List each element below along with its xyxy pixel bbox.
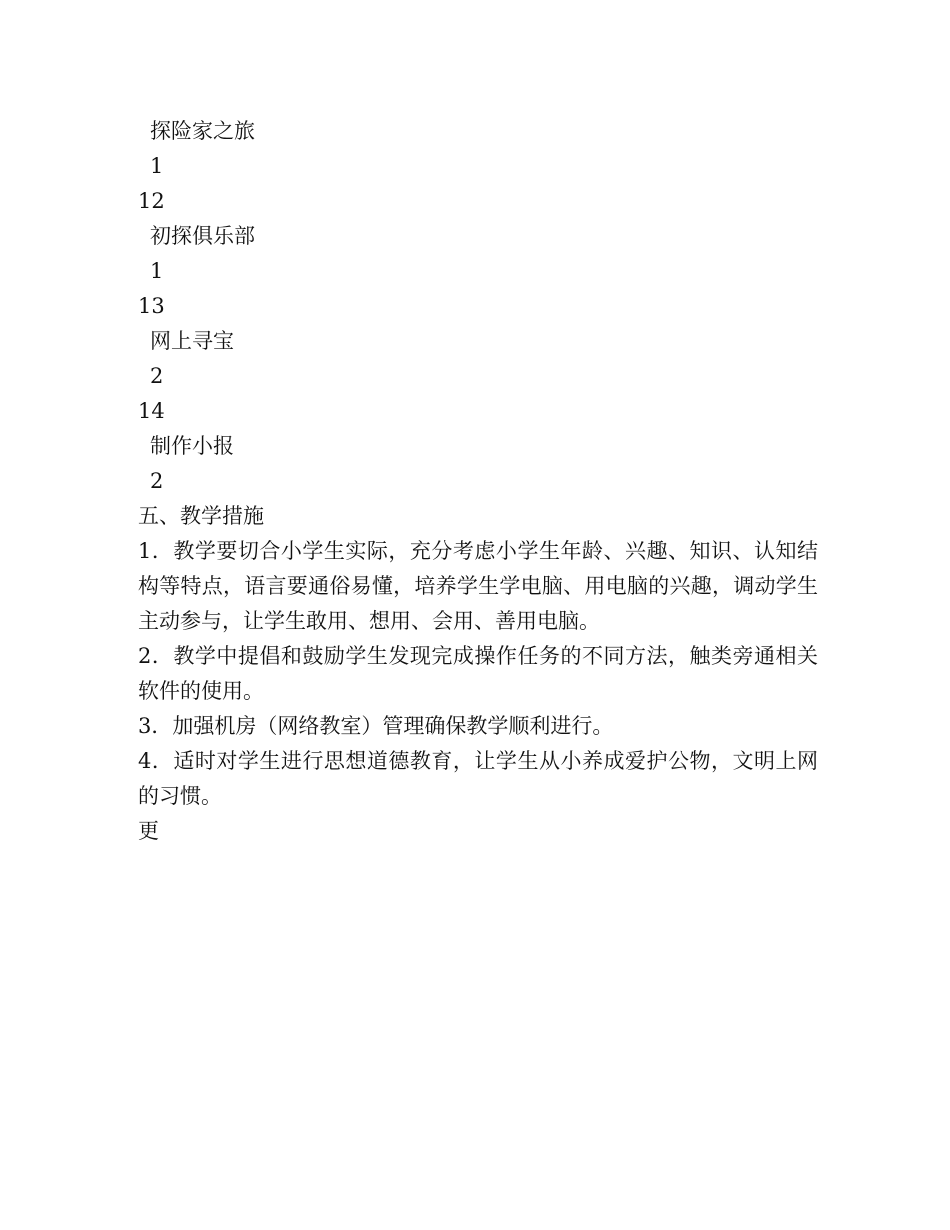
- lesson-title: 探险家之旅: [150, 119, 255, 143]
- document-body: [138, 114, 818, 849]
- lesson-hours: 1: [150, 259, 164, 283]
- lesson-hours: 2: [150, 469, 164, 493]
- section-heading: 五、教学措施: [138, 504, 264, 528]
- lesson-title: 初探俱乐部: [150, 224, 255, 248]
- lesson-number: 13: [138, 294, 165, 318]
- lesson-number: 12: [138, 189, 165, 213]
- lesson-hours: 1: [150, 154, 164, 178]
- measure-paragraph: 1．教学要切合小学生实际，充分考虑小学生年龄、兴趣、知识、认知结构等特点，语言要通俗易懂，培养学生学电脑、用电脑的兴趣，调动学生主动参与，让学生敢用、想用、会用、善用电脑。: [138, 539, 818, 633]
- measure-paragraph: 4．适时对学生进行思想道德教育，让学生从小养成爱护公物，文明上网的习惯。: [138, 749, 818, 808]
- lesson-title: 网上寻宝: [150, 329, 234, 353]
- lesson-number: 14: [138, 399, 165, 423]
- trailing-text: 更: [138, 819, 159, 843]
- measure-paragraph: 2．教学中提倡和鼓励学生发现完成操作任务的不同方法，触类旁通相关软件的使用。: [138, 644, 818, 703]
- measure-paragraph: 3．加强机房（网络教室）管理确保教学顺利进行。: [138, 714, 614, 738]
- lesson-title: 制作小报: [150, 434, 234, 458]
- lesson-hours: 2: [150, 364, 164, 388]
